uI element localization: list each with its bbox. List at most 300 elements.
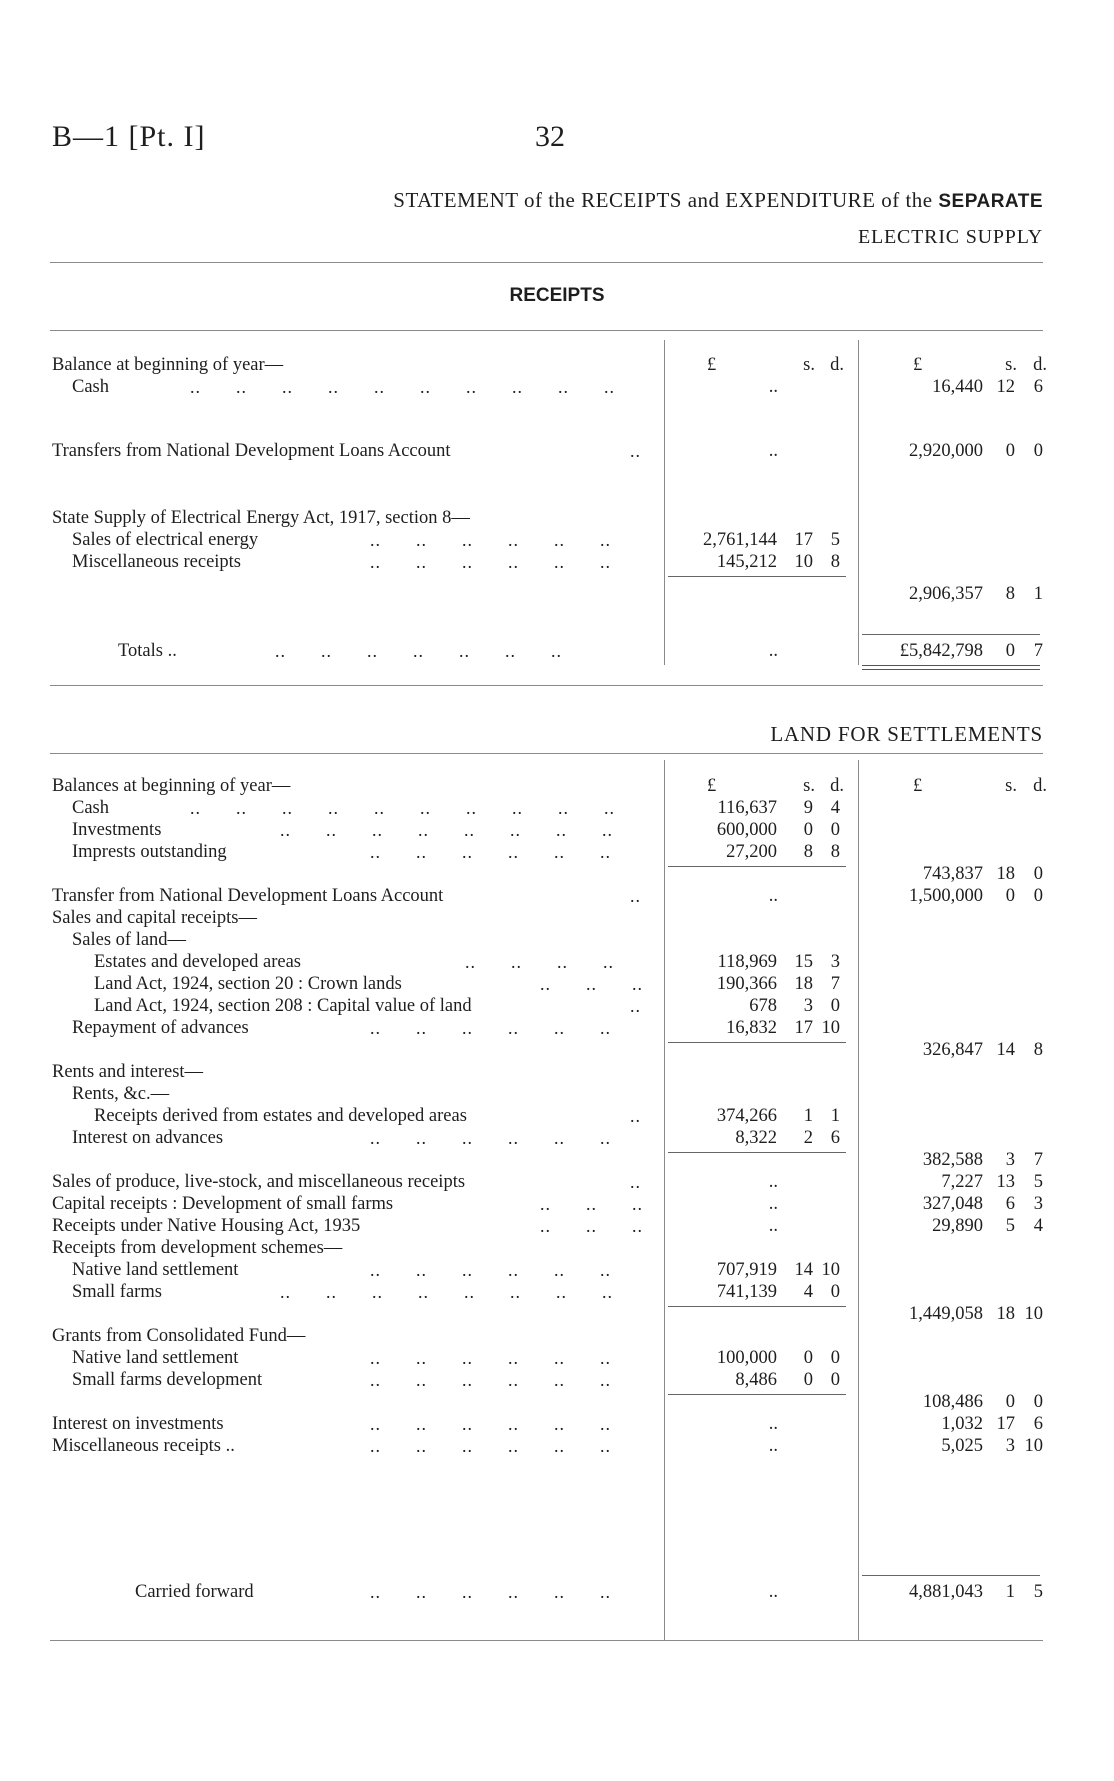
dot-leader: .. <box>464 820 475 840</box>
estates-shillings: 15 <box>794 952 813 972</box>
subtotal-rule <box>862 634 1040 635</box>
row-label: Balances at beginning of year— <box>52 776 291 796</box>
row-label: Receipts under Native Housing Act, 1935 <box>52 1216 361 1236</box>
dot-leader: .. <box>508 1436 519 1456</box>
sales-total-pounds: 326,847 <box>922 1040 983 1060</box>
interest-investments-total-shillings: 17 <box>996 1414 1015 1434</box>
dot-leader: .. <box>600 1370 611 1390</box>
empty-amount-placeholder: .. <box>768 377 778 397</box>
grant-small-shillings: 0 <box>803 1370 813 1390</box>
land-act-20-pence: 7 <box>830 974 840 994</box>
dot-leader: .. <box>554 1436 565 1456</box>
dot-leader: .. <box>540 1216 551 1236</box>
row-label: Capital receipts : Development of small farms <box>52 1194 394 1214</box>
dot-leader: .. <box>604 798 615 818</box>
sales-electrical-pounds: 2,761,144 <box>703 530 777 550</box>
small-farms-shillings: 4 <box>803 1282 813 1302</box>
land-cash-shillings: 9 <box>803 798 813 818</box>
dot-leader: .. <box>508 1370 519 1390</box>
dot-leader: .. <box>551 641 562 661</box>
dot-leader: .. <box>508 1128 519 1148</box>
dot-leader: .. <box>554 1348 565 1368</box>
divider <box>50 753 1043 754</box>
currency-pound-header: £ <box>913 355 923 375</box>
dot-leader: .. <box>508 1260 519 1280</box>
dot-leader: .. <box>600 1348 611 1368</box>
misc-receipts-pence: 8 <box>830 552 840 572</box>
balances-total-shillings: 18 <box>996 864 1015 884</box>
currency-shilling-header: s. <box>1005 776 1017 796</box>
sales-electrical-pence: 5 <box>830 530 840 550</box>
dot-leader: .. <box>418 1282 429 1302</box>
dot-leader: .. <box>508 842 519 862</box>
row-label: Grants from Consolidated Fund— <box>52 1326 306 1346</box>
land-heading: LAND FOR SETTLEMENTS <box>770 722 1043 746</box>
dot-leader: .. <box>374 798 385 818</box>
dot-leader: .. <box>370 1128 381 1148</box>
dot-leader: .. <box>586 1194 597 1214</box>
dot-leader: .. <box>275 641 286 661</box>
row-label: Transfers from National Development Loans Account <box>52 441 451 461</box>
dot-leader: .. <box>511 952 522 972</box>
dot-leader: .. <box>632 1216 643 1236</box>
interest-advances-pence: 6 <box>830 1128 840 1148</box>
development-total-pounds: 1,449,058 <box>909 1304 983 1324</box>
misc-receipts-shillings: 10 <box>794 552 813 572</box>
row-label: Rents and interest— <box>52 1062 204 1082</box>
dot-leader: .. <box>508 1414 519 1434</box>
currency-pound-header: £ <box>913 776 923 796</box>
rents-total-pence: 7 <box>1033 1150 1043 1170</box>
row-label: Rents, &c.— <box>72 1084 170 1104</box>
dot-leader: .. <box>630 441 641 461</box>
row-label: Interest on advances <box>72 1128 224 1148</box>
dot-leader: .. <box>632 974 643 994</box>
empty-amount-placeholder: .. <box>768 886 778 906</box>
dot-leader: .. <box>372 820 383 840</box>
dot-leader: .. <box>416 842 427 862</box>
transfer-total-shillings: 0 <box>1005 886 1015 906</box>
dot-leader: .. <box>416 530 427 550</box>
transfers-total-shillings: 0 <box>1005 441 1015 461</box>
cash-total-pounds: 16,440 <box>932 377 983 397</box>
grand-total-shillings: 0 <box>1005 641 1015 661</box>
dot-leader: .. <box>586 1216 597 1236</box>
column-divider <box>858 340 859 665</box>
dot-leader: .. <box>630 1172 641 1192</box>
dot-leader: .. <box>554 1018 565 1038</box>
dot-leader: .. <box>600 1260 611 1280</box>
housing-total-pounds: 29,890 <box>932 1216 983 1236</box>
divider <box>50 330 1043 331</box>
capital-small-total-pounds: 327,048 <box>922 1194 983 1214</box>
dot-leader: .. <box>370 1260 381 1280</box>
balances-total-pence: 0 <box>1033 864 1043 884</box>
dot-leader: .. <box>508 1018 519 1038</box>
native-settlement-pence: 10 <box>821 1260 840 1280</box>
dot-leader: .. <box>554 1414 565 1434</box>
grand-total-pence: 7 <box>1033 641 1043 661</box>
dot-leader: .. <box>556 1282 567 1302</box>
produce-total-shillings: 13 <box>996 1172 1015 1192</box>
dot-leader: .. <box>370 1018 381 1038</box>
act-total-pounds: 2,906,357 <box>909 584 983 604</box>
act-total-shillings: 8 <box>1005 584 1015 604</box>
row-label: Cash <box>72 798 109 818</box>
grand-total-pounds: £5,842,798 <box>899 641 983 661</box>
dot-leader: .. <box>466 798 477 818</box>
column-divider <box>858 760 859 1640</box>
volume-reference: B—1 [Pt. I] <box>52 120 206 153</box>
small-farms-pounds: 741,139 <box>716 1282 777 1302</box>
subtotal-rule <box>668 1042 846 1043</box>
dot-leader: .. <box>630 996 641 1016</box>
row-label: Carried forward <box>135 1582 254 1602</box>
land-act-20-pounds: 190,366 <box>716 974 777 994</box>
produce-total-pence: 5 <box>1033 1172 1043 1192</box>
row-label: Receipts from development schemes— <box>52 1238 343 1258</box>
empty-amount-placeholder: .. <box>768 441 778 461</box>
dot-leader: .. <box>600 530 611 550</box>
dot-leader: .. <box>586 974 597 994</box>
receipts-heading: RECEIPTS <box>509 285 605 306</box>
dot-leader: .. <box>462 842 473 862</box>
dot-leader: .. <box>540 974 551 994</box>
transfer-total-pence: 0 <box>1033 886 1043 906</box>
dot-leader: .. <box>236 798 247 818</box>
empty-amount-placeholder: .. <box>768 1172 778 1192</box>
currency-shilling-header: s. <box>803 355 815 375</box>
page-number: 32 <box>535 120 565 153</box>
native-settlement-pounds: 707,919 <box>716 1260 777 1280</box>
dot-leader: .. <box>554 1582 565 1602</box>
land-act-20-shillings: 18 <box>794 974 813 994</box>
dot-leader: .. <box>512 377 523 397</box>
dot-leader: .. <box>370 1370 381 1390</box>
dot-leader: .. <box>416 552 427 572</box>
misc-receipts-pounds: 145,212 <box>716 552 777 572</box>
dot-leader: .. <box>464 1282 475 1302</box>
cash-total-shillings: 12 <box>996 377 1015 397</box>
land-investments-pounds: 600,000 <box>716 820 777 840</box>
dot-leader: .. <box>603 952 614 972</box>
statement-title <box>393 188 1043 213</box>
row-label: Balance at beginning of year— <box>52 355 284 375</box>
dot-leader: .. <box>370 530 381 550</box>
dot-leader: .. <box>505 641 516 661</box>
dot-leader: .. <box>370 1436 381 1456</box>
column-divider <box>664 760 665 1640</box>
currency-pence-header: d. <box>830 776 844 796</box>
repayment-pence: 10 <box>821 1018 840 1038</box>
land-cash-pence: 4 <box>830 798 840 818</box>
land-act-208-shillings: 3 <box>803 996 813 1016</box>
dot-leader: .. <box>508 1582 519 1602</box>
misc-total-pounds: 5,025 <box>941 1436 983 1456</box>
dot-leader: .. <box>554 1260 565 1280</box>
dot-leader: .. <box>462 1260 473 1280</box>
grant-native-shillings: 0 <box>803 1348 813 1368</box>
currency-pound-header: £ <box>707 355 717 375</box>
dot-leader: .. <box>462 1582 473 1602</box>
dot-leader: .. <box>418 820 429 840</box>
dot-leader: .. <box>600 1018 611 1038</box>
dot-leader: .. <box>604 377 615 397</box>
total-double-rule <box>862 665 1040 670</box>
estates-pence: 3 <box>830 952 840 972</box>
grants-total-shillings: 0 <box>1005 1392 1015 1412</box>
interest-advances-pounds: 8,322 <box>735 1128 777 1148</box>
empty-amount-placeholder: .. <box>768 1582 778 1602</box>
carried-forward-total-pounds: 4,881,043 <box>909 1582 983 1602</box>
row-label: Estates and developed areas <box>94 952 302 972</box>
development-total-shillings: 18 <box>996 1304 1015 1324</box>
row-label: State Supply of Electrical Energy Act, 1917, section 8— <box>52 508 470 528</box>
dot-leader: .. <box>512 798 523 818</box>
cash-total-pence: 6 <box>1033 377 1043 397</box>
dot-leader: .. <box>420 377 431 397</box>
empty-amount-placeholder: .. <box>768 1216 778 1236</box>
land-imprests-pounds: 27,200 <box>726 842 777 862</box>
dot-leader: .. <box>280 1282 291 1302</box>
receipts-derived-pence: 1 <box>830 1106 840 1126</box>
dot-leader: .. <box>540 1194 551 1214</box>
row-label: Miscellaneous receipts .. <box>52 1436 235 1456</box>
dot-leader: .. <box>556 820 567 840</box>
empty-amount-placeholder: .. <box>768 1414 778 1434</box>
dot-leader: .. <box>600 552 611 572</box>
dot-leader: .. <box>465 952 476 972</box>
dot-leader: .. <box>420 798 431 818</box>
dot-leader: .. <box>554 552 565 572</box>
carried-forward-total-shillings: 1 <box>1005 1582 1015 1602</box>
interest-investments-total-pounds: 1,032 <box>941 1414 983 1434</box>
dot-leader: .. <box>328 377 339 397</box>
row-label: Totals .. <box>118 641 177 661</box>
land-imprests-pence: 8 <box>830 842 840 862</box>
dot-leader: .. <box>508 552 519 572</box>
dot-leader: .. <box>416 1348 427 1368</box>
row-label: Sales and capital receipts— <box>52 908 257 928</box>
dot-leader: .. <box>557 952 568 972</box>
row-label: Sales of electrical energy <box>72 530 259 550</box>
grants-total-pence: 0 <box>1033 1392 1043 1412</box>
subtotal-rule <box>668 1152 846 1153</box>
dot-leader: .. <box>462 1370 473 1390</box>
statement-title-prefix: STATEMENT of the RECEIPTS and EXPENDITURE of the <box>393 188 933 212</box>
row-label: Interest on investments <box>52 1414 224 1434</box>
dot-leader: .. <box>416 1018 427 1038</box>
rents-total-pounds: 382,588 <box>922 1150 983 1170</box>
dot-leader: .. <box>600 1582 611 1602</box>
divider <box>50 1640 1043 1641</box>
receipts-derived-shillings: 1 <box>803 1106 813 1126</box>
development-total-pence: 10 <box>1024 1304 1043 1324</box>
dot-leader: .. <box>602 820 613 840</box>
dot-leader: .. <box>326 1282 337 1302</box>
subtotal-rule <box>668 1394 846 1395</box>
transfers-total-pounds: 2,920,000 <box>909 441 983 461</box>
row-label: Native land settlement <box>72 1260 239 1280</box>
row-label: Sales of produce, live-stock, and miscellaneous receipts <box>52 1172 466 1192</box>
dot-leader: .. <box>459 641 470 661</box>
sales-electrical-shillings: 17 <box>794 530 813 550</box>
act-total-pence: 1 <box>1033 584 1043 604</box>
dot-leader: .. <box>466 377 477 397</box>
divider <box>50 685 1043 686</box>
dot-leader: .. <box>554 530 565 550</box>
dot-leader: .. <box>558 377 569 397</box>
land-investments-pence: 0 <box>830 820 840 840</box>
dot-leader: .. <box>190 377 201 397</box>
dot-leader: .. <box>416 1370 427 1390</box>
estates-pounds: 118,969 <box>717 952 777 972</box>
currency-pence-header: d. <box>1033 355 1047 375</box>
dot-leader: .. <box>462 1018 473 1038</box>
row-label: Miscellaneous receipts <box>72 552 242 572</box>
grant-native-pounds: 100,000 <box>716 1348 777 1368</box>
dot-leader: .. <box>413 641 424 661</box>
dot-leader: .. <box>632 1194 643 1214</box>
dot-leader: .. <box>600 1436 611 1456</box>
row-label: Land Act, 1924, section 20 : Crown lands <box>94 974 402 994</box>
currency-pence-header: d. <box>830 355 844 375</box>
dot-leader: .. <box>462 530 473 550</box>
row-label: Investments <box>72 820 162 840</box>
dot-leader: .. <box>462 1414 473 1434</box>
dot-leader: .. <box>370 1582 381 1602</box>
transfer-total-pounds: 1,500,000 <box>909 886 983 906</box>
carried-forward-total-pence: 5 <box>1033 1582 1043 1602</box>
capital-small-total-shillings: 6 <box>1005 1194 1015 1214</box>
row-label: Land Act, 1924, section 208 : Capital value of land <box>94 996 472 1016</box>
dot-leader: .. <box>367 641 378 661</box>
balances-total-pounds: 743,837 <box>922 864 983 884</box>
dot-leader: .. <box>630 886 641 906</box>
dot-leader: .. <box>508 1348 519 1368</box>
dot-leader: .. <box>510 1282 521 1302</box>
currency-pence-header: d. <box>1033 776 1047 796</box>
interest-investments-total-pence: 6 <box>1033 1414 1043 1434</box>
dot-leader: .. <box>558 798 569 818</box>
dot-leader: .. <box>600 842 611 862</box>
dot-leader: .. <box>602 1282 613 1302</box>
dot-leader: .. <box>600 1414 611 1434</box>
repayment-shillings: 17 <box>794 1018 813 1038</box>
grant-native-pence: 0 <box>830 1348 840 1368</box>
currency-shilling-header: s. <box>1005 355 1017 375</box>
sales-total-pence: 8 <box>1033 1040 1043 1060</box>
dot-leader: .. <box>462 1348 473 1368</box>
dot-leader: .. <box>508 530 519 550</box>
dot-leader: .. <box>326 820 337 840</box>
misc-total-pence: 10 <box>1024 1436 1043 1456</box>
column-divider <box>664 340 665 665</box>
empty-amount-placeholder: .. <box>768 1194 778 1214</box>
sales-total-shillings: 14 <box>996 1040 1015 1060</box>
row-label: Transfer from National Development Loans Account <box>52 886 444 906</box>
dot-leader: .. <box>190 798 201 818</box>
dot-leader: .. <box>462 552 473 572</box>
dot-leader: .. <box>416 1128 427 1148</box>
dot-leader: .. <box>372 1282 383 1302</box>
row-label: Repayment of advances <box>72 1018 249 1038</box>
currency-shilling-header: s. <box>803 776 815 796</box>
dot-leader: .. <box>510 820 521 840</box>
housing-total-pence: 4 <box>1033 1216 1043 1236</box>
dot-leader: .. <box>462 1436 473 1456</box>
row-label: Receipts derived from estates and developed areas <box>94 1106 467 1126</box>
dot-leader: .. <box>370 842 381 862</box>
dot-leader: .. <box>321 641 332 661</box>
dot-leader: .. <box>370 1348 381 1368</box>
capital-small-total-pence: 3 <box>1033 1194 1043 1214</box>
grant-small-pounds: 8,486 <box>735 1370 777 1390</box>
misc-total-shillings: 3 <box>1005 1436 1015 1456</box>
dot-leader: .. <box>600 1128 611 1148</box>
grant-small-pence: 0 <box>830 1370 840 1390</box>
statement-subtitle: ELECTRIC SUPPLY <box>857 226 1043 248</box>
subtotal-rule <box>668 866 846 867</box>
dot-leader: .. <box>370 552 381 572</box>
subtotal-rule <box>668 576 846 577</box>
transfers-total-pence: 0 <box>1033 441 1043 461</box>
subtotal-rule <box>862 1575 1040 1576</box>
row-label: Cash <box>72 377 109 397</box>
land-act-208-pence: 0 <box>830 996 840 1016</box>
currency-pound-header: £ <box>707 776 717 796</box>
dot-leader: .. <box>282 377 293 397</box>
interest-advances-shillings: 2 <box>803 1128 813 1148</box>
divider <box>50 262 1043 263</box>
row-label: Native land settlement <box>72 1348 239 1368</box>
grants-total-pounds: 108,486 <box>922 1392 983 1412</box>
row-label: Sales of land— <box>72 930 187 950</box>
receipts-derived-pounds: 374,266 <box>716 1106 777 1126</box>
dot-leader: .. <box>280 820 291 840</box>
land-investments-shillings: 0 <box>803 820 813 840</box>
land-imprests-shillings: 8 <box>803 842 813 862</box>
row-label: Imprests outstanding <box>72 842 227 862</box>
dot-leader: .. <box>416 1582 427 1602</box>
dot-leader: .. <box>416 1436 427 1456</box>
empty-amount-placeholder: .. <box>768 1436 778 1456</box>
land-act-208-pounds: 678 <box>749 996 777 1016</box>
dot-leader: .. <box>374 377 385 397</box>
small-farms-pence: 0 <box>830 1282 840 1302</box>
dot-leader: .. <box>370 1414 381 1434</box>
repayment-pounds: 16,832 <box>726 1018 777 1038</box>
dot-leader: .. <box>416 1260 427 1280</box>
empty-amount-placeholder: .. <box>768 641 778 661</box>
row-label: Small farms <box>72 1282 162 1302</box>
dot-leader: .. <box>236 377 247 397</box>
dot-leader: .. <box>630 1106 641 1126</box>
dot-leader: .. <box>554 842 565 862</box>
dot-leader: .. <box>282 798 293 818</box>
row-label: Small farms development <box>72 1370 263 1390</box>
subtotal-rule <box>668 1306 846 1307</box>
dot-leader: .. <box>416 1414 427 1434</box>
dot-leader: .. <box>328 798 339 818</box>
housing-total-shillings: 5 <box>1005 1216 1015 1236</box>
dot-leader: .. <box>554 1128 565 1148</box>
statement-title-bold: SEPARATE <box>938 191 1043 212</box>
native-settlement-shillings: 14 <box>794 1260 813 1280</box>
dot-leader: .. <box>554 1370 565 1390</box>
rents-total-shillings: 3 <box>1005 1150 1015 1170</box>
dot-leader: .. <box>462 1128 473 1148</box>
